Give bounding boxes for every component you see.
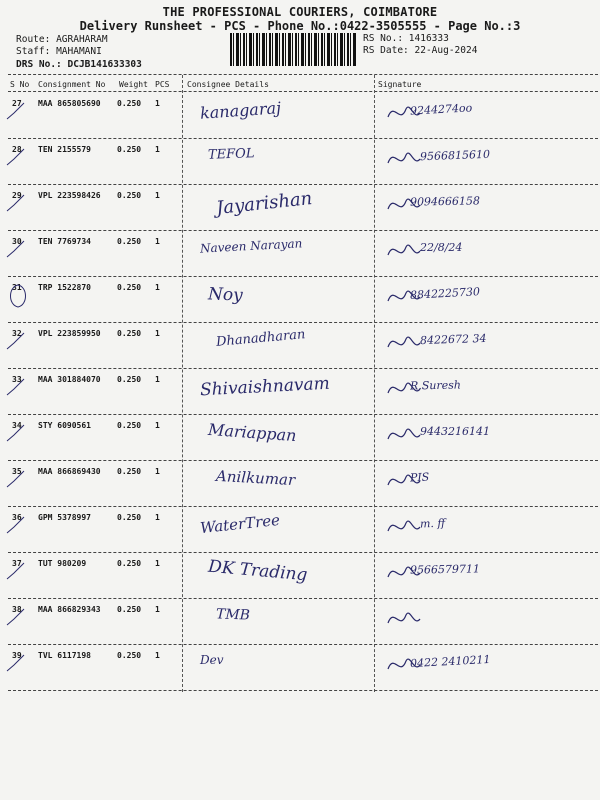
- row-pcs: 1: [155, 467, 160, 476]
- row-consignment-no: GPM 5378997: [38, 513, 91, 522]
- checkmark-icon: [4, 327, 34, 357]
- checkmark-icon: [4, 557, 34, 587]
- signature-scribble: [384, 557, 424, 587]
- table-row: [0, 231, 600, 277]
- row-pcs: 1: [155, 237, 160, 246]
- col-signature-header: Signature: [378, 80, 422, 89]
- row-consignee-handwriting: WaterTree: [199, 510, 281, 538]
- row-weight: 0.250: [117, 651, 142, 660]
- runsheet-subtitle: Delivery Runsheet - PCS - Phone No.:0422-3505555 - Page No.:3: [79, 19, 521, 33]
- row-pcs: 1: [155, 421, 160, 430]
- row-consignment-no: STY 6090561: [38, 421, 91, 430]
- table-row: [0, 323, 600, 369]
- row-weight: 0.250: [117, 329, 142, 338]
- signature-scribble: [384, 465, 424, 495]
- table-row: [0, 415, 600, 461]
- row-sno: 27: [12, 99, 22, 108]
- row-weight: 0.250: [117, 283, 142, 292]
- rs-no-line: [363, 33, 449, 44]
- row-weight: 0.250: [117, 513, 142, 522]
- header-bottom-rule: [8, 91, 598, 92]
- row-weight: 0.250: [117, 467, 142, 476]
- table-row: [0, 93, 600, 139]
- signature-scribble: [384, 603, 424, 633]
- row-sno: 38: [12, 605, 22, 614]
- row-consignee-handwriting: Naveen Narayan: [199, 236, 303, 256]
- signature-scribble: [384, 97, 424, 127]
- row-consignment-no: MAA 865805690: [38, 99, 101, 108]
- header-top-rule: [8, 74, 598, 75]
- drs-line: [16, 59, 142, 70]
- route-line: [16, 34, 108, 45]
- row-sno: 32: [12, 329, 22, 338]
- staff-line: [16, 46, 102, 57]
- row-consignment-no: MAA 866869430: [38, 467, 101, 476]
- col-consignment-header: Consignment No: [38, 80, 106, 89]
- row-consignment-no: VPL 223859950: [38, 329, 101, 338]
- checkmark-icon: [4, 189, 34, 219]
- row-consignee-handwriting: DK Trading: [207, 556, 309, 586]
- row-sno: 35: [12, 467, 22, 476]
- row-weight: 0.250: [117, 237, 142, 246]
- row-consignee-handwriting: Dev: [200, 653, 224, 667]
- col-pcs-header: PCS: [155, 80, 170, 89]
- row-consignee-handwriting: Dhanadharan: [215, 327, 306, 350]
- row-consignment-no: TVL 6117198: [38, 651, 91, 660]
- company-title: THE PROFESSIONAL COURIERS, COIMBATORE: [162, 5, 438, 19]
- signature-scribble: [384, 511, 424, 541]
- row-consignment-no: VPL 223598426: [38, 191, 101, 200]
- signature-scribble: [384, 649, 424, 679]
- row-sno: 36: [12, 513, 22, 522]
- route-value: AGRAHARAM: [56, 34, 108, 45]
- row-sno: 29: [12, 191, 22, 200]
- row-consignment-no: TEN 7769734: [38, 237, 91, 246]
- row-signature: 8422672 34: [419, 331, 487, 348]
- rs-date-label: RS Date:: [363, 45, 409, 56]
- row-consignment-no: TEN 2155579: [38, 145, 91, 154]
- rs-date-value: 22-Aug-2024: [414, 45, 478, 56]
- rs-date-line: [363, 45, 477, 56]
- row-sno: 28: [12, 145, 22, 154]
- row-divider: [8, 690, 598, 691]
- signature-scribble: [384, 189, 424, 219]
- row-pcs: 1: [155, 191, 160, 200]
- signature-scribble: [384, 281, 424, 311]
- signature-scribble: [384, 419, 424, 449]
- table-row: [0, 369, 600, 415]
- drs-label: DRS No.:: [16, 59, 62, 70]
- row-pcs: 1: [155, 329, 160, 338]
- row-weight: 0.250: [117, 375, 142, 384]
- table-row: [0, 553, 600, 599]
- row-consignee-handwriting: TMB: [215, 606, 251, 624]
- row-consignee-handwriting: Anilkumar: [215, 466, 296, 490]
- row-sno: 34: [12, 421, 22, 430]
- table-row: [0, 461, 600, 507]
- row-weight: 0.250: [117, 421, 142, 430]
- row-signature: 8842225730: [409, 285, 481, 302]
- row-pcs: 1: [155, 375, 160, 384]
- row-weight: 0.250: [117, 559, 142, 568]
- checkmark-icon: [4, 511, 34, 541]
- checkmark-icon: [4, 281, 34, 311]
- row-signature: 9566815610: [419, 147, 491, 164]
- barcode-image: [230, 33, 356, 66]
- signature-scribble: [384, 373, 424, 403]
- row-signature: 9566579711: [409, 562, 481, 577]
- route-label: Route:: [16, 34, 51, 45]
- row-signature: 0422 2410211: [409, 652, 491, 671]
- drs-value: DCJB141633303: [67, 59, 142, 70]
- row-consignment-no: TUT 980209: [38, 559, 87, 568]
- row-sno: 39: [12, 651, 22, 660]
- row-pcs: 1: [155, 559, 160, 568]
- table-row: [0, 645, 600, 691]
- col-weight-header: Weight: [119, 80, 148, 89]
- row-signature: 9244274oo: [409, 101, 473, 118]
- row-sno: 30: [12, 237, 22, 246]
- row-pcs: 1: [155, 145, 160, 154]
- row-signature: 9443216141: [420, 425, 490, 438]
- rs-no-label: RS No.:: [363, 33, 404, 44]
- row-consignee-handwriting: kanagaraj: [199, 98, 282, 123]
- checkmark-icon: [4, 603, 34, 633]
- row-consignee-handwriting: Noy: [207, 284, 244, 306]
- row-pcs: 1: [155, 605, 160, 614]
- row-signature: PIS: [409, 470, 430, 485]
- rs-no-value: 1416333: [408, 33, 449, 44]
- staff-label: Staff:: [16, 46, 51, 57]
- staff-value: MAHAMANI: [56, 46, 102, 57]
- checkmark-icon: [4, 649, 34, 679]
- row-consignee-handwriting: Jayarishan: [215, 188, 314, 219]
- checkmark-icon: [4, 235, 34, 265]
- col-sno-header: S No: [10, 80, 30, 89]
- signature-scribble: [384, 235, 424, 265]
- row-weight: 0.250: [117, 145, 142, 154]
- row-pcs: 1: [155, 99, 160, 108]
- row-consignment-no: MAA 301884070: [38, 375, 101, 384]
- row-consignee-handwriting: Shivaishnavam: [199, 373, 331, 401]
- table-row: [0, 507, 600, 553]
- table-row: [0, 599, 600, 645]
- row-weight: 0.250: [117, 99, 142, 108]
- row-signature: m. ff: [419, 516, 446, 531]
- checkmark-icon: [4, 373, 34, 403]
- row-consignee-handwriting: Mariappan: [207, 419, 298, 446]
- row-consignee-handwriting: TEFOL: [207, 146, 255, 163]
- col-consignee-header: Consignee Details: [187, 80, 269, 89]
- checkmark-icon: [4, 143, 34, 173]
- checkmark-icon: [4, 97, 34, 127]
- table-row: [0, 139, 600, 185]
- table-row: [0, 185, 600, 231]
- row-signature: R.Suresh: [409, 378, 462, 393]
- row-consignment-no: TRP 1522870: [38, 283, 91, 292]
- checkmark-icon: [4, 419, 34, 449]
- row-pcs: 1: [155, 283, 160, 292]
- signature-scribble: [384, 143, 424, 173]
- table-row: [0, 277, 600, 323]
- row-consignment-no: MAA 866829343: [38, 605, 101, 614]
- row-signature: 22/8/24: [420, 241, 463, 254]
- row-sno: 33: [12, 375, 22, 384]
- signature-scribble: [384, 327, 424, 357]
- row-weight: 0.250: [117, 191, 142, 200]
- row-weight: 0.250: [117, 605, 142, 614]
- row-sno: 31: [12, 283, 22, 292]
- row-pcs: 1: [155, 513, 160, 522]
- checkmark-icon: [4, 465, 34, 495]
- row-sno: 37: [12, 559, 22, 568]
- row-pcs: 1: [155, 651, 160, 660]
- row-signature: 9094666158: [409, 194, 481, 209]
